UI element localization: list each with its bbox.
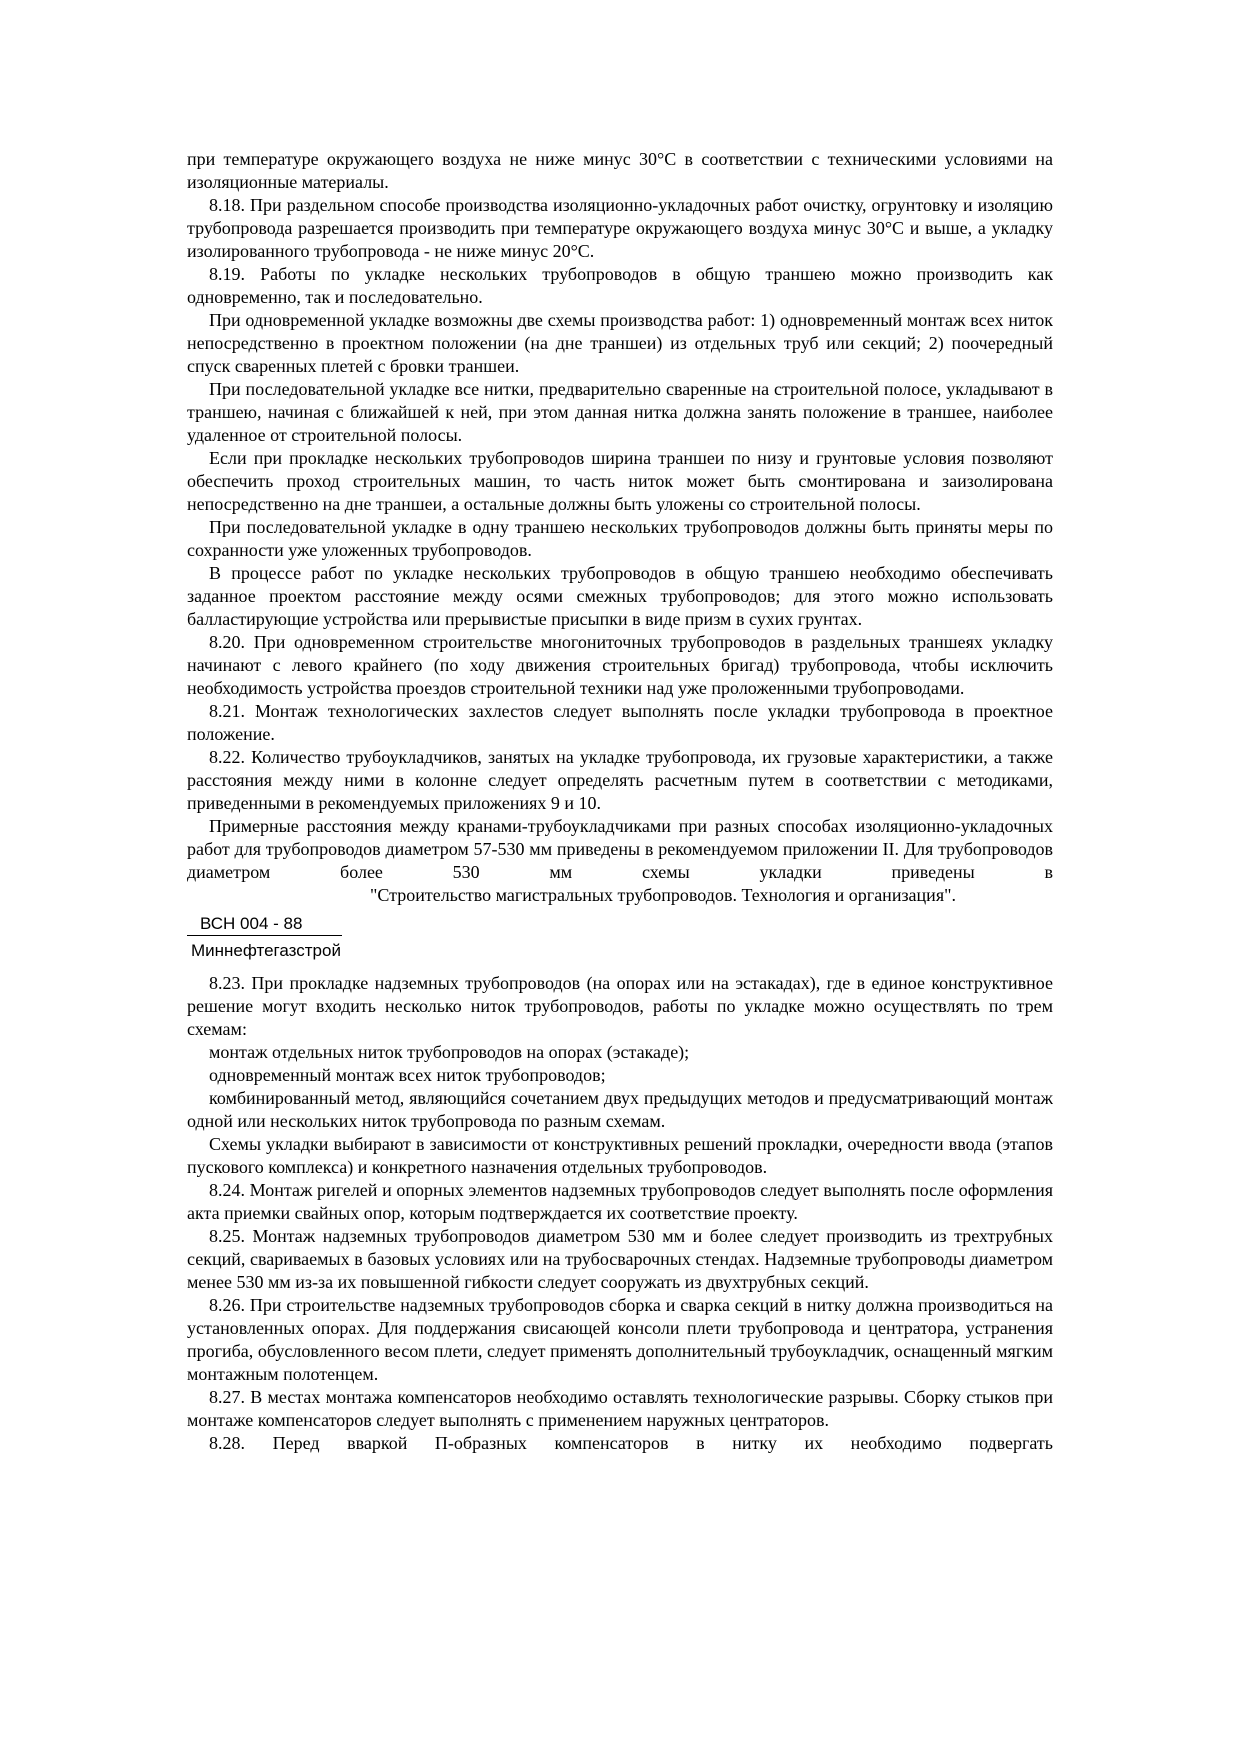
paragraph-8-24: 8.24. Монтаж ригелей и опорных элементов надземных трубопроводов следует выполнять после оформления акта приемки свайных опор, которым подтверждается их соответствие проекту. [187,1180,1053,1223]
document-page [187,148,1053,1455]
paragraph-8-27: 8.27. В местах монтажа компенсаторов необходимо оставлять технологические разрывы. Сборку стыков при монтаже компенсаторов следует выполнять с применением наружных центраторов. [187,1387,1053,1430]
paragraph-8-18: 8.18. При раздельном способе производства изоляционно-укладочных работ очистку, огрунтовку и изоляцию трубопровода разрешается производить при температуре окружающего воздуха минус 30°С и выше, а укладку изолированного трубопровода - не ниже минус 20°С. [187,195,1053,261]
paragraph-laying-schemes: Схемы укладки выбирают в зависимости от конструктивных решений прокладки, очередности ввода (этапов пускового комплекса) и конкретного назначения отдельных трубопроводов. [187,1134,1053,1177]
paragraph-8-19: 8.19. Работы по укладке нескольких трубопроводов в общую траншею можно производить как одновременно, так и последовательно. [187,264,1053,307]
paragraph-reference-title: "Строительство магистральных трубопроводов. Технология и организация". [370,885,956,905]
list-item-separate-mounting: монтаж отдельных ниток трубопроводов на опорах (эстакаде); [209,1042,690,1062]
document-stamp [187,913,1053,962]
paragraph-trench-width: Если при прокладке нескольких трубопроводов ширина траншеи по низу и грунтовые условия позволяют обеспечить проход строительных машин, то часть ниток может быть смонтирована и заизолирована непосредственно на дне траншеи, а остальные должны быть уложены со строительной полосы. [187,448,1053,514]
paragraph-8-23: 8.23. При прокладке надземных трубопроводов (на опорах или на эстакадах), где в единое конструктивное решение могут входить несколько ниток трубопроводов, работы по укладке можно осуществлять по трем схемам: [187,973,1053,1039]
paragraph-sequential-laying: При последовательной укладке все нитки, предварительно сваренные на строительной полосе, укладывают в траншею, начиная с ближайшей к ней, при этом данная нитка должна занять положение в траншее, наиболее удаленное от строительной полосы. [187,379,1053,445]
paragraph-8-22: 8.22. Количество трубоукладчиков, занятых на укладке трубопровода, их грузовые характеристики, а также расстояния между ними в колонне следует определять расчетным путем в соответствии с методиками, приведенными в рекомендуемых приложениях 9 и 10. [187,747,1053,813]
paragraph-8-28: 8.28. Перед вваркой П-образных компенсаторов в нитку их необходимо подвергать [209,1433,1053,1453]
paragraph-8-26: 8.26. При строительстве надземных трубопроводов сборка и сварка секций в нитку должна производиться на установленных опорах. Для поддержания свисающей консоли плети трубопровода и центратора, устранения прогиба, обусловленного весом плети, следует применять дополнительный трубоукладчик, оснащенный мягким монтажным полотенцем. [187,1295,1053,1384]
paragraph-crane-distances: Примерные расстояния между кранами-трубоукладчиками при разных способах изоляционно-укладочных работ для трубопроводов диаметром 57-530 мм приведены в рекомендуемом приложении II. Для трубопроводов диаметром более 530 мм схемы укладки приведены в [187,816,1053,882]
list-item-simultaneous-mounting: одновременный монтаж всех ниток трубопроводов; [209,1065,606,1085]
document-code: ВСН 004 - 88 [187,913,342,936]
paragraph-preservation: При последовательной укладке в одну траншею нескольких трубопроводов должны быть приняты меры по сохранности уже уложенных трубопроводов. [187,517,1053,560]
paragraph-simultaneous-laying: При одновременной укладке возможны две схемы производства работ: 1) одновременный монтаж всех ниток непосредственно в проектном положении (на дне траншеи) из отдельных труб или секций; 2) поочередный спуск сваренных плетей с бровки траншеи. [187,310,1053,376]
list-item-combined-method: комбинированный метод, являющийся сочетанием двух предыдущих методов и предусматривающий монтаж одной или нескольких ниток трубопровода по разным схемам. [187,1088,1053,1131]
paragraph-8-20: 8.20. При одновременном строительстве многониточных трубопроводов в раздельных траншеях укладку начинают с левого крайнего (по ходу движения строительных бригад) трубопровода, чтобы исключить необходимость устройства проездов строительной техники над уже проложенными трубопроводами. [187,632,1053,698]
paragraph-8-25: 8.25. Монтаж надземных трубопроводов диаметром 530 мм и более следует производить из трехтрубных секций, свариваемых в базовых условиях или на трубосварочных стендах. Надземные трубопроводы диаметром менее 530 мм из-за их повышенной гибкости следует сооружать из двухтрубных секций. [187,1226,1053,1292]
paragraphs-after-stamp [187,972,1053,1455]
document-organization: Миннефтегазстрой [191,941,341,960]
paragraph-continuation: при температуре окружающего воздуха не ниже минус 30°С в соответствии с техническими условиями на изоляционные материалы. [187,149,1053,192]
paragraph-8-21: 8.21. Монтаж технологических захлестов следует выполнять после укладки трубопровода в проектное положение. [187,701,1053,744]
paragraph-axis-distance: В процессе работ по укладке нескольких трубопроводов в общую траншею необходимо обеспечивать заданное проектом расстояние между осями смежных трубопроводов; для этого можно использовать балластирующие устройства или прерывистые присыпки в виде призм в сухих грунтах. [187,563,1053,629]
